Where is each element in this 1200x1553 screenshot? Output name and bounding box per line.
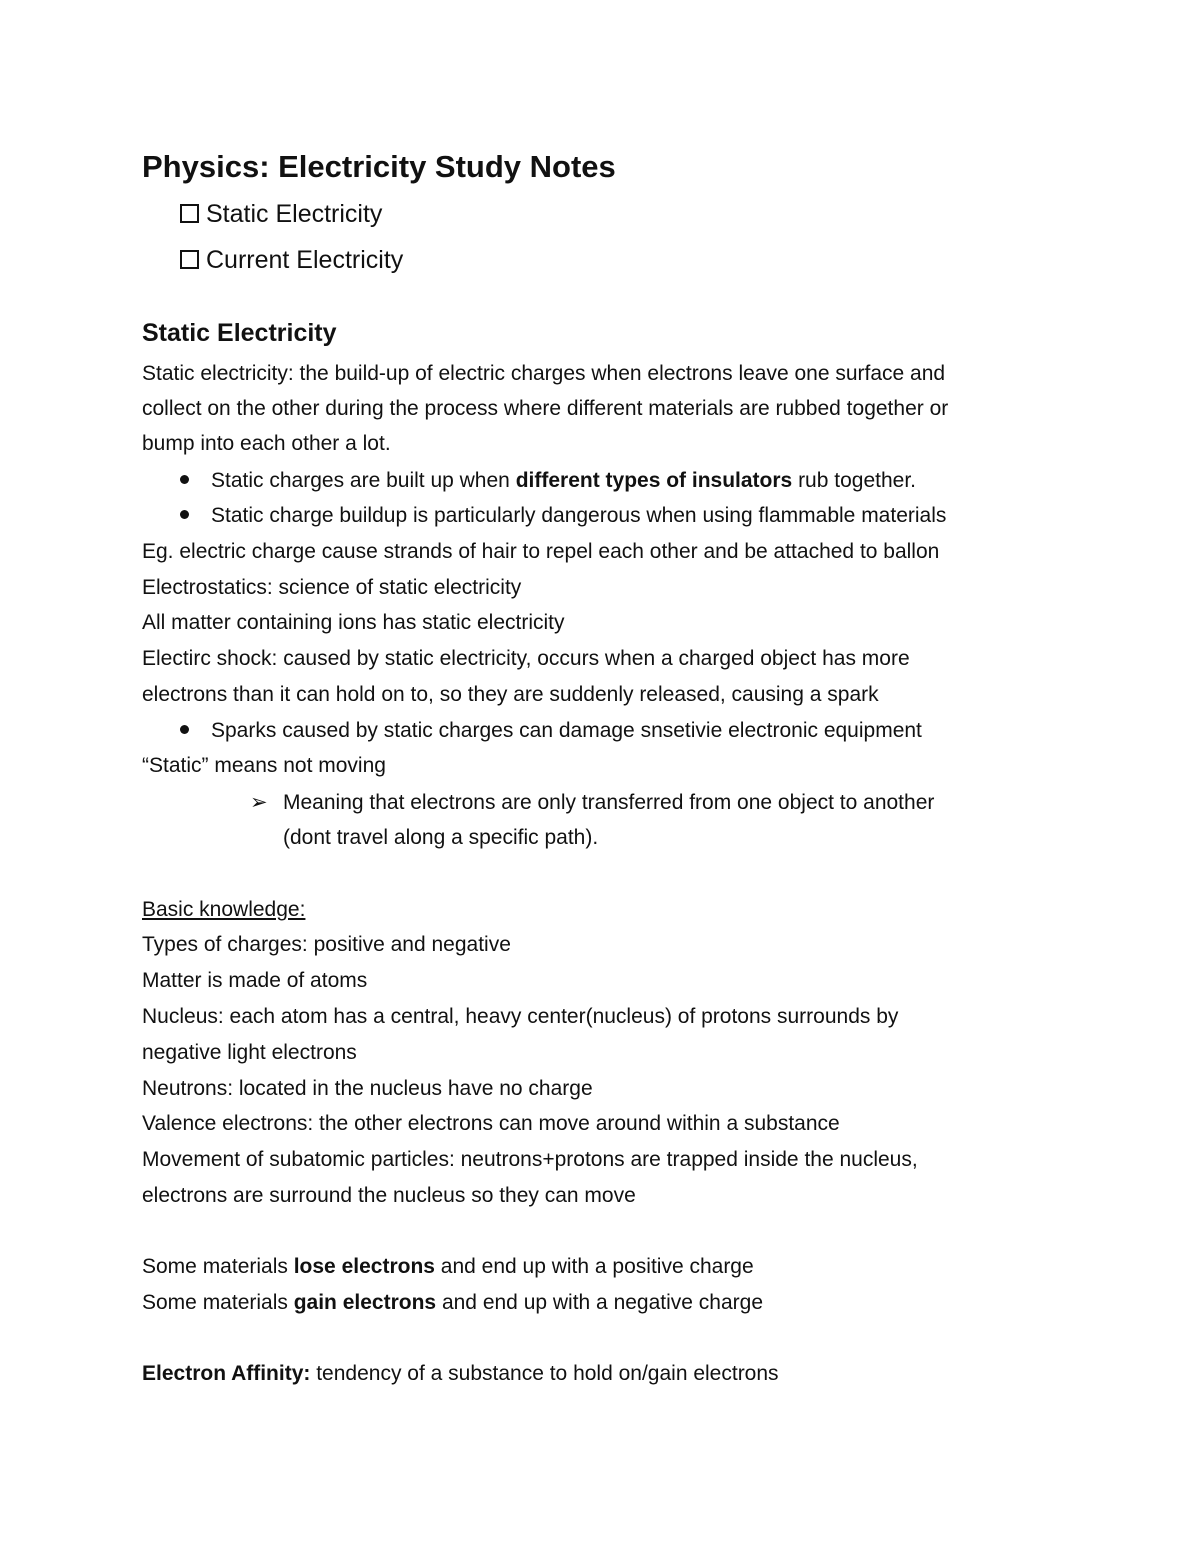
bullet-bold-text: different types of insulators bbox=[515, 469, 793, 492]
basic-line: Nucleus: each atom has a central, heavy center(nucleus) of protons surrounds by bbox=[142, 1005, 899, 1028]
section-heading: Static Electricity bbox=[142, 319, 337, 347]
bullet-item bbox=[180, 468, 916, 494]
checklist-item-static bbox=[180, 199, 382, 229]
lose-pre: Some materials bbox=[142, 1255, 294, 1278]
gain-electrons-line bbox=[142, 1290, 763, 1316]
gain-post: and end up with a negative charge bbox=[436, 1291, 764, 1314]
affinity-term: Electron Affinity: bbox=[142, 1362, 311, 1385]
affinity-definition: tendency of a substance to hold on/gain electrons bbox=[310, 1362, 779, 1385]
arrow-text-continued: (dont travel along a specific path). bbox=[283, 826, 599, 849]
checklist-label: Static Electricity bbox=[206, 200, 383, 228]
definition-line: Static electricity: the build-up of electric charges when electrons leave one surface and bbox=[142, 362, 946, 385]
shock-line: Electirc shock: caused by static electricity, occurs when a charged object has more bbox=[142, 647, 910, 670]
basic-line: Valence electrons: the other electrons can move around within a substance bbox=[142, 1112, 840, 1135]
bullet-text: Sparks caused by static charges can damage snsetivie electronic equipment bbox=[211, 719, 922, 742]
definition-line: collect on the other during the process where different materials are rubbed together or bbox=[142, 397, 949, 420]
arrow-text: Meaning that electrons are only transferred from one object to another bbox=[283, 791, 935, 814]
bullet-text: Static charge buildup is particularly dangerous when using flammable materials bbox=[211, 504, 947, 527]
basic-line: electrons are surround the nucleus so they can move bbox=[142, 1184, 636, 1207]
bullet-icon bbox=[180, 510, 189, 519]
checkbox-icon bbox=[180, 250, 199, 269]
gain-bold: gain electrons bbox=[293, 1291, 437, 1314]
page-title: Physics: Electricity Study Notes bbox=[142, 149, 616, 184]
basic-knowledge-heading: Basic knowledge: bbox=[142, 898, 306, 921]
bullet-text: Static charges are built up when bbox=[211, 469, 516, 492]
shock-line: electrons than it can hold on to, so they are suddenly released, causing a spark bbox=[142, 683, 879, 706]
basic-line: Neutrons: located in the nucleus have no charge bbox=[142, 1077, 593, 1100]
arrow-bullet-icon: ➢ bbox=[250, 791, 268, 814]
bullet-text: rub together. bbox=[792, 469, 916, 492]
bullet-icon bbox=[180, 725, 189, 734]
basic-line: Movement of subatomic particles: neutrons+protons are trapped inside the nucleus, bbox=[142, 1148, 918, 1171]
basic-line: Types of charges: positive and negative bbox=[142, 933, 511, 956]
bullet-icon bbox=[180, 475, 189, 484]
arrow-item bbox=[250, 790, 934, 816]
example-line: Eg. electric charge cause strands of hair to repel each other and be attached to ballon bbox=[142, 540, 940, 563]
static-meaning-line: “Static” means not moving bbox=[142, 754, 386, 777]
checkbox-icon bbox=[180, 204, 199, 223]
electron-affinity-line bbox=[142, 1361, 779, 1387]
electrostatics-line: Electrostatics: science of static electricity bbox=[142, 576, 522, 599]
bullet-item bbox=[180, 718, 922, 744]
ions-line: All matter containing ions has static electricity bbox=[142, 611, 565, 634]
basic-line: Matter is made of atoms bbox=[142, 969, 368, 992]
basic-line: negative light electrons bbox=[142, 1041, 357, 1064]
definition-line: bump into each other a lot. bbox=[142, 432, 391, 455]
lose-electrons-line bbox=[142, 1254, 754, 1280]
lose-bold: lose electrons bbox=[293, 1255, 435, 1278]
lose-post: and end up with a positive charge bbox=[434, 1255, 754, 1278]
checklist-item-current bbox=[180, 245, 403, 275]
checklist-label: Current Electricity bbox=[206, 246, 404, 274]
bullet-item bbox=[180, 503, 946, 529]
gain-pre: Some materials bbox=[142, 1291, 294, 1314]
